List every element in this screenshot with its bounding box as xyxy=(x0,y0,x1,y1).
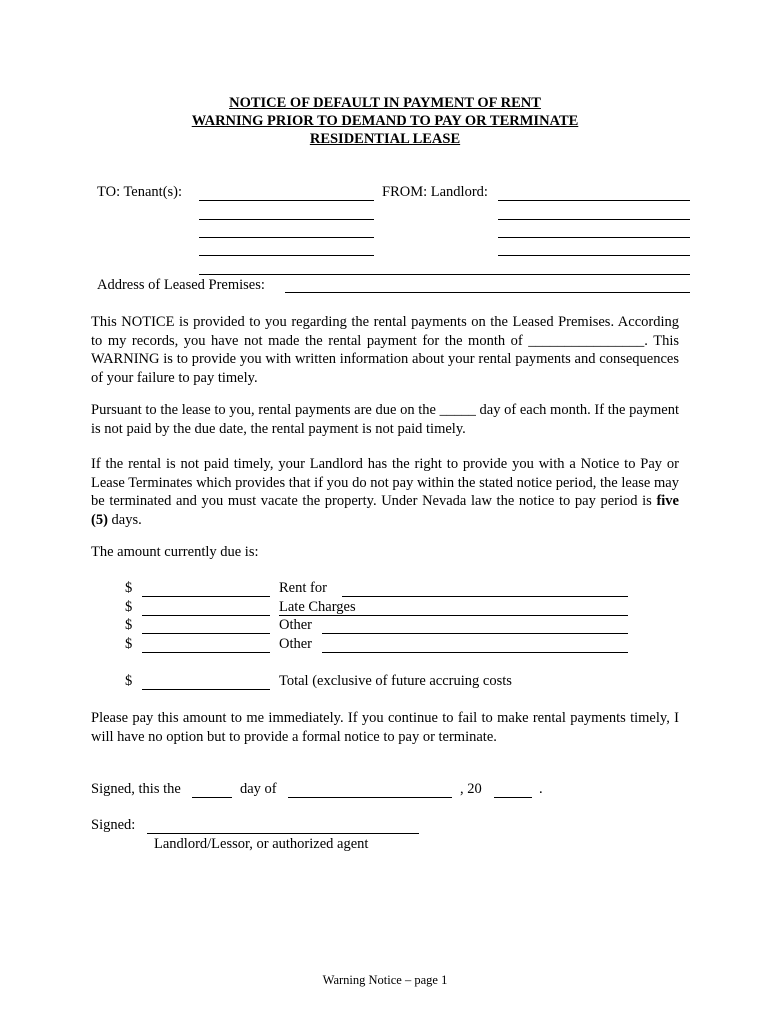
title-line-3: RESIDENTIAL LEASE xyxy=(309,131,461,147)
rent-amount-field[interactable] xyxy=(142,596,270,597)
tenant-name-field-3[interactable] xyxy=(199,237,374,238)
rent-for-field[interactable] xyxy=(342,596,628,597)
day-of-label: day of xyxy=(240,781,277,797)
landlord-name-field-1[interactable] xyxy=(498,200,690,201)
rent-for-label: Rent for xyxy=(279,580,327,596)
total-amount-field[interactable] xyxy=(142,689,270,690)
other-1-field[interactable] xyxy=(322,633,628,634)
tenant-name-field-2[interactable] xyxy=(199,219,374,220)
total-label: Total (exclusive of future accruing costs xyxy=(279,673,512,689)
signed-year-field[interactable] xyxy=(494,797,532,798)
late-charges-amount-field[interactable] xyxy=(142,615,270,616)
other-1-amount-field[interactable] xyxy=(142,633,270,634)
notice-period-days: five (5) xyxy=(91,493,679,528)
signature-caption: Landlord/Lessor, or authorized agent xyxy=(154,836,369,852)
dollar-sign-total: $ xyxy=(125,673,133,689)
signed-period: . xyxy=(539,781,543,797)
signed-label: Signed: xyxy=(91,817,136,833)
other-2-field[interactable] xyxy=(322,652,628,653)
amount-intro: The amount currently due is: xyxy=(91,544,259,560)
year-prefix: , 20 xyxy=(460,781,482,797)
other-2-label: Other xyxy=(279,636,313,652)
late-charges-label: Late Charges xyxy=(279,599,356,615)
title-line-2: WARNING PRIOR TO DEMAND TO PAY OR TERMINATE xyxy=(191,113,579,129)
other-1-label: Other xyxy=(279,617,313,633)
signature-field[interactable] xyxy=(147,833,419,834)
title-line-1: NOTICE OF DEFAULT IN PAYMENT OF RENT xyxy=(229,95,541,111)
page-footer: Warning Notice – page 1 xyxy=(322,973,448,987)
signed-month-field[interactable] xyxy=(288,797,452,798)
landlord-name-field-4[interactable] xyxy=(498,255,690,256)
landlord-name-field-3[interactable] xyxy=(498,237,690,238)
dollar-sign-late: $ xyxy=(125,599,133,615)
address-field-1[interactable] xyxy=(199,274,690,275)
dollar-sign-other-1: $ xyxy=(125,617,133,633)
from-landlord-label: FROM: Landlord: xyxy=(382,184,488,200)
paragraph-please-pay: Please pay this amount to me immediately. If you continue to fail to make rental payments timely, I will have no option but to provide a formal notice to pay or terminate. xyxy=(91,710,679,745)
paragraph-rights-end: days. xyxy=(107,511,142,528)
tenant-name-field-1[interactable] xyxy=(199,200,374,201)
to-tenant-label: TO: Tenant(s): xyxy=(97,184,183,200)
signed-this-label: Signed, this the xyxy=(91,781,181,797)
signed-day-field[interactable] xyxy=(192,797,232,798)
paragraph-notice: This NOTICE is provided to you regarding the rental payments on the Leased Premises. According to my records, you have not made the rental payment for the month of ________________. This WARNING is to provide you with written information about your rental payments and consequences of your failure to pay timely. xyxy=(91,314,679,386)
address-label: Address of Leased Premises: xyxy=(97,277,265,293)
paragraph-due-date: Pursuant to the lease to you, rental payments are due on the _____ day of each month. If the payment is not paid by the due date, the rental payment is not paid timely. xyxy=(91,402,679,437)
address-field-2[interactable] xyxy=(285,292,690,293)
paragraph-rights xyxy=(91,455,679,529)
dollar-sign-other-2: $ xyxy=(125,636,133,652)
tenant-name-field-4[interactable] xyxy=(199,255,374,256)
dollar-sign-rent: $ xyxy=(125,580,133,596)
landlord-name-field-2[interactable] xyxy=(498,219,690,220)
paragraph-rights-text: If the rental is not paid timely, your Landlord has the right to provide you with a Notice to Pay or Lease Terminates which provides that if you do not pay within the stated notice period, the lease may be terminated and you must vacate the property. Under Nevada law the notice to pay period is xyxy=(91,456,679,509)
other-2-amount-field[interactable] xyxy=(142,652,270,653)
late-charges-field[interactable] xyxy=(279,615,628,616)
